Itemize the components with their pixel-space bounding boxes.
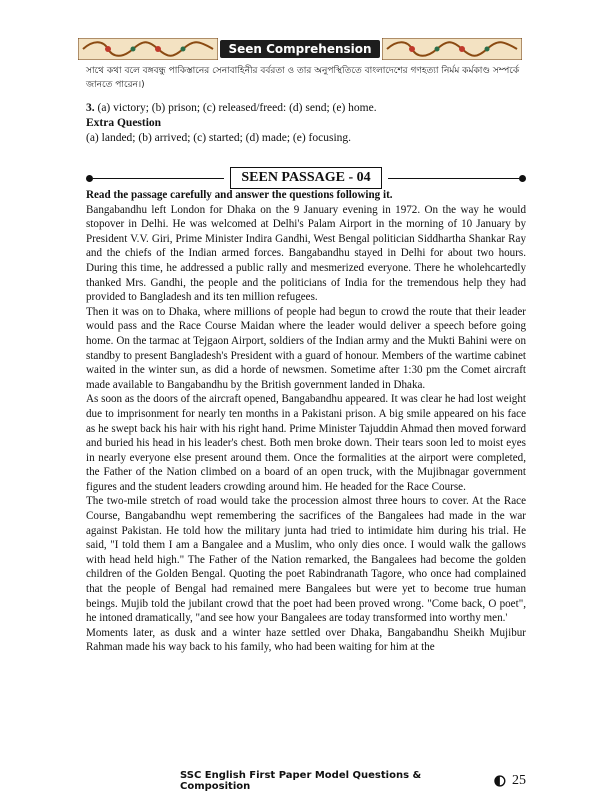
divider [93, 178, 224, 179]
bangla-note: সাথে কথা বলে বঙ্গবন্ধু পাকিস্তানের সেনাবাহিনীর বর্বরতা ও তার অনুপস্থিতিতে বাংলাদেশের গণহত্যা নির্মম কর্মকাণ্ড সম্পর্কে জানতে পারেন।) [86, 66, 520, 90]
bullet-dot-icon [519, 175, 526, 182]
page-number: 25 [512, 773, 526, 788]
section-bar [86, 166, 526, 190]
passage-paragraph: Then it was on to Dhaka, where millions of people had begun to crowd the route that their leader would pass and the Race Course Maidan where the leader would deliver a speech before going home. On the tarmac at Tejgaon Airport, soldiers of the Indian army and the Mukti Bahini were on standby to present Bangladesh's President with a guard of honour. Members of the wartime cabinet waited in the winter sun, as did a horde of newsmen. Sometime after 1:30 pm the Comet aircraft made available to Bangabandhu by the British government landed in Dhaka. [86, 305, 526, 391]
right-ornament-icon [382, 38, 522, 60]
passage [86, 188, 526, 655]
answers-block [86, 101, 526, 146]
half-circle-icon [494, 775, 506, 787]
passage-paragraph: As soon as the doors of the aircraft opened, Bangabandhu appeared. It was clear he had lost weight due to imprisonment for nearly ten months in a Pakistani prison. A big smile appeared on his face as he swept back his hair with his right hand. Prime Minister Tajuddin Ahmad then moved forward and buried his head in his leader's chest. Both men broke down. Their tears soon led to moist eyes in nearly everyone else present around them. Once the formalities at the airport were completed, the Father of the Nation climbed on a board of an open truck, with the Mujibnagar government figures and the student leaders crowding around him. He headed for the Race Course. [86, 393, 526, 493]
passage-paragraph: Bangabandhu left London for Dhaka on the 9 January evening in 1972. On the way he would stopover in Delhi. He was welcomed at Delhi's Palam Airport in the morning of 10 January by President V.V. Giri, Prime Minister Indira Gandhi, West Bengal politician Siddhartha Shankar Ray and the chiefs of the Indian armed forces. Bangabandhu stayed in Delhi for about two hours. During this time, he addressed a public rally and mesmerized everyone. There he wholehcartedly thanked Mrs. Gandhi, the people and the politicians of India for the tremendous help they had provided to Bangladesh and its ten million refugees. [86, 203, 526, 304]
header-band [78, 36, 522, 62]
answer-line [86, 101, 526, 116]
extra-question-heading: Extra Question [86, 117, 162, 129]
page-footer [180, 770, 526, 792]
extra-question-answer: (a) landed; (b) arrived; (c) started; (d) made; (e) focusing. [86, 132, 352, 144]
answer-number: 3. [86, 102, 95, 114]
bullet-dot-icon [86, 175, 93, 182]
answer-text: (a) victory; (b) prison; (c) released/freed: (d) send; (e) home. [97, 102, 377, 114]
passage-title: SEEN PASSAGE - 04 [230, 167, 381, 189]
divider [388, 178, 519, 179]
passage-instruction: Read the passage carefully and answer the questions following it. [86, 189, 393, 201]
passage-paragraph: The two-mile stretch of road would take the procession almost three hours to cover. At the Race Course, Bangabandhu wept remembering the sacrifices of the Bangalees had made in the war against Pakistan. He told how the military junta had tried to intimidate him during his trial. He said, "I told them I am a Bangalee and a Muslim, who only dies once. I would walk the gallows with head held high." The Father of the Nation remarked, the Bangalees had become the golden children of the Golden Bengal. Quoting the poet Rabindranath Tagore, who once had complained that the people of Bengal had remained mere Bangalees but were yet to become true human beings. Mujib told the jubilant crowd that the poet had been proved wrong. "Come back, O poet", he intoned dramatically, "and see how your Bangalees are today transformed into worthy men.' [86, 495, 526, 625]
section-header-title: Seen Comprehension [220, 40, 379, 58]
passage-paragraph: Moments later, as dusk and a winter haze settled over Dhaka, Bangabandhu Sheikh Mujibur Rahman made his way back to his family, who had been waiting for him at the [86, 626, 526, 654]
left-ornament-icon [78, 38, 218, 60]
book-title: SSC English First Paper Model Questions & Composition [180, 770, 422, 792]
